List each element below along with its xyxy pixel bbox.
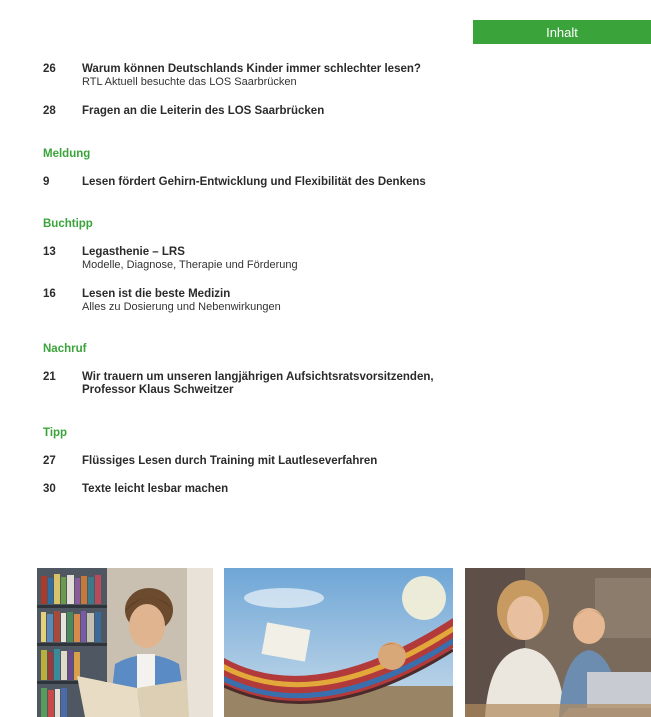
entry-title: Fragen an die Leiterin des LOS Saarbrücken — [82, 105, 325, 117]
entry-subtitle: RTL Aktuell besuchte das LOS Saarbrücken — [82, 76, 297, 88]
entry-title-line2: Professor Klaus Schweitzer — [82, 384, 234, 396]
section-heading-meldung: Meldung — [43, 148, 91, 160]
entry-subtitle: Modelle, Diagnose, Therapie und Förderung — [82, 259, 298, 271]
entry-title: Warum können Deutschlands Kinder immer schlechter lesen? — [82, 63, 421, 75]
page-number: 30 — [43, 483, 56, 495]
page-number: 27 — [43, 455, 56, 467]
page-number: 28 — [43, 105, 56, 117]
entry-title: Lesen fördert Gehirn-Entwicklung und Flexibilität des Denkens — [82, 176, 426, 188]
entry-title: Legasthenie – LRS — [82, 246, 185, 258]
section-heading-tipp: Tipp — [43, 427, 68, 439]
entry-title: Texte leicht lesbar machen — [82, 483, 229, 495]
photo-mother-and-son-laptop — [465, 568, 651, 717]
photo-child-reading-book — [37, 568, 213, 717]
photo-child-in-hammock — [224, 568, 453, 717]
entry-subtitle: Alles zu Dosierung und Nebenwirkungen — [82, 301, 281, 313]
page-number: 21 — [43, 371, 56, 383]
entry-title: Lesen ist die beste Medizin — [82, 288, 231, 300]
page-number: 26 — [43, 63, 56, 75]
page-number: 16 — [43, 288, 56, 300]
section-heading-buchtipp: Buchtipp — [43, 218, 93, 230]
contents-tab[interactable]: Inhalt — [473, 20, 651, 44]
page-number: 13 — [43, 246, 56, 258]
entry-title-line1: Wir trauern um unseren langjährigen Aufsichtsratsvorsitzenden, — [82, 371, 434, 383]
entry-title: Flüssiges Lesen durch Training mit Lautleseverfahren — [82, 455, 378, 467]
page-number: 9 — [43, 176, 50, 188]
section-heading-nachruf: Nachruf — [43, 343, 87, 355]
